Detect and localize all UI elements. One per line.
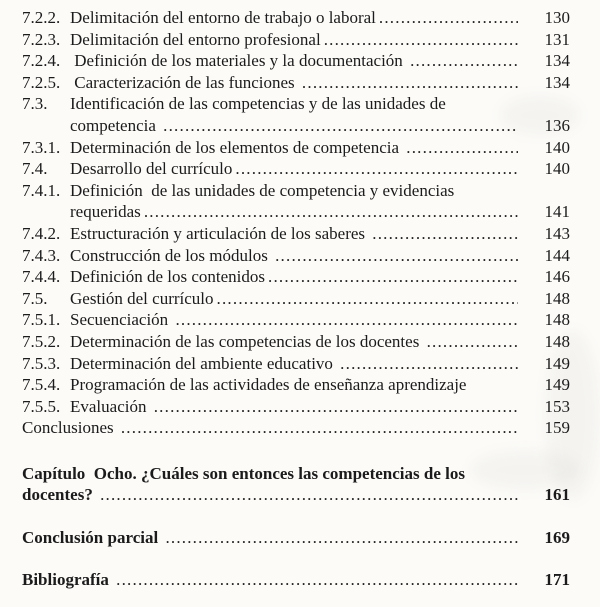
entry-page: 146 xyxy=(544,267,570,287)
entry-number: 7.2.5. xyxy=(22,72,61,92)
toc-row xyxy=(22,266,570,288)
toc-row xyxy=(22,374,570,396)
entry-page: 134 xyxy=(544,72,570,92)
toc-row xyxy=(22,223,570,245)
entry-number: 7.5.5. xyxy=(22,396,61,416)
entry-page: 131 xyxy=(544,29,570,49)
entry-page: 148 xyxy=(544,310,570,330)
toc-row xyxy=(22,137,570,159)
entry-page: 148 xyxy=(544,331,570,351)
entry-title: Conclusiones xyxy=(22,418,118,438)
toc-row xyxy=(22,50,570,72)
toc-row xyxy=(22,484,570,506)
entry-title: Determinación de los elementos de competencia xyxy=(70,137,404,157)
dot-leader xyxy=(410,50,518,72)
dot-leader xyxy=(165,527,518,549)
toc-row xyxy=(22,527,570,549)
entry-title: Determinación de las competencias de los docentes xyxy=(70,331,424,351)
dot-leader xyxy=(217,288,518,310)
entry-title: Delimitación del entorno profesional xyxy=(70,29,321,49)
entry-page: 141 xyxy=(544,202,570,222)
entry-title: Determinación del ambiente educativo xyxy=(70,353,338,373)
entry-page: 169 xyxy=(544,528,570,548)
toc-row xyxy=(22,72,570,94)
entry-title: Estructuración y articulación de los saberes xyxy=(70,223,370,243)
entry-number: 7.4.2. xyxy=(22,223,61,243)
dot-leader xyxy=(324,29,518,51)
entry-page: 130 xyxy=(544,8,570,27)
toc-row xyxy=(22,288,570,310)
entry-page: 148 xyxy=(544,288,570,308)
dot-leader xyxy=(275,245,518,267)
dot-leader xyxy=(175,309,518,331)
entry-number: 7.2.3. xyxy=(22,29,61,49)
dot-leader xyxy=(116,569,518,591)
dot-leader xyxy=(154,396,518,418)
entry-number: 7.5.1. xyxy=(22,310,61,330)
entry-number: 7.4.3. xyxy=(22,245,61,265)
entry-title: docentes? xyxy=(22,485,98,505)
entry-page: 140 xyxy=(544,137,570,157)
dot-leader xyxy=(379,7,518,29)
entry-number: 7.5.3. xyxy=(22,353,61,373)
toc-row xyxy=(22,331,570,353)
entry-title: Delimitación del entorno de trabajo o laboral xyxy=(70,8,376,27)
toc-row xyxy=(22,115,570,137)
toc-row xyxy=(22,158,570,180)
entry-title: Desarrollo del currículo xyxy=(70,159,233,179)
entry-number: 7.2.2. xyxy=(22,8,61,27)
entry-page: 161 xyxy=(544,485,570,505)
entry-title: Evaluación xyxy=(70,396,151,416)
entry-title: requeridas xyxy=(70,202,141,222)
dot-leader xyxy=(340,353,518,375)
entry-page: 143 xyxy=(544,223,570,243)
entry-page: 144 xyxy=(544,245,570,265)
dot-leader xyxy=(427,331,518,353)
entry-title: Definición de los contenidos xyxy=(70,267,265,287)
entry-page: 140 xyxy=(544,159,570,179)
toc-row xyxy=(22,93,570,115)
dot-leader xyxy=(268,266,518,288)
dot-leader xyxy=(406,137,518,159)
entry-title: Gestión del currículo xyxy=(70,288,214,308)
entry-page: 134 xyxy=(544,51,570,71)
toc-row xyxy=(22,309,570,331)
toc-row xyxy=(22,180,570,202)
entry-title: Bibliografía xyxy=(22,569,114,589)
toc-row xyxy=(22,463,570,485)
entry-page: 153 xyxy=(544,396,570,416)
dot-leader xyxy=(372,223,518,245)
toc-row xyxy=(22,569,570,591)
entry-number: 7.3. xyxy=(22,94,48,114)
entry-title: Identificación de las competencias y de las unidades de xyxy=(70,94,446,114)
entry-page: 149 xyxy=(544,353,570,373)
entry-number: 7.4. xyxy=(22,159,48,179)
toc-row xyxy=(22,396,570,418)
dot-leader xyxy=(121,417,518,439)
toc-row xyxy=(22,417,570,439)
dot-leader xyxy=(302,72,518,94)
entry-number: 7.4.4. xyxy=(22,267,61,287)
entry-number: 7.3.1. xyxy=(22,137,61,157)
toc-row xyxy=(22,7,570,29)
entry-page: 136 xyxy=(544,115,570,135)
entry-title: Definición de las unidades de competencia y evidencias xyxy=(70,180,455,200)
dot-leader xyxy=(163,115,518,137)
entry-page: 149 xyxy=(544,375,570,395)
entry-number: 7.5.2. xyxy=(22,331,61,351)
entry-title: Definición de los materiales y la documentación xyxy=(70,51,408,71)
entry-page: 159 xyxy=(544,418,570,438)
dot-leader xyxy=(235,158,518,180)
entry-title: Capítulo Ocho. ¿Cuáles son entonces las competencias de los xyxy=(22,463,465,483)
dot-leader xyxy=(144,201,518,223)
entry-title: Caracterización de las funciones xyxy=(70,72,299,92)
entry-title: competencia xyxy=(70,115,161,135)
entry-title: Conclusión parcial xyxy=(22,528,163,548)
entry-number: 7.5. xyxy=(22,288,48,308)
entry-number: 7.5.4. xyxy=(22,375,61,395)
toc-row xyxy=(22,245,570,267)
entry-number: 7.4.1. xyxy=(22,180,61,200)
toc-row xyxy=(22,201,570,223)
entry-title: Programación de las actividades de enseñanza aprendizaje xyxy=(70,375,467,395)
entry-title: Construcción de los módulos xyxy=(70,245,273,265)
entry-number: 7.2.4. xyxy=(22,51,61,71)
entry-title: Secuenciación xyxy=(70,310,173,330)
toc-row xyxy=(22,353,570,375)
entry-page: 171 xyxy=(544,569,570,589)
dot-leader xyxy=(100,484,518,506)
toc-row xyxy=(22,29,570,51)
